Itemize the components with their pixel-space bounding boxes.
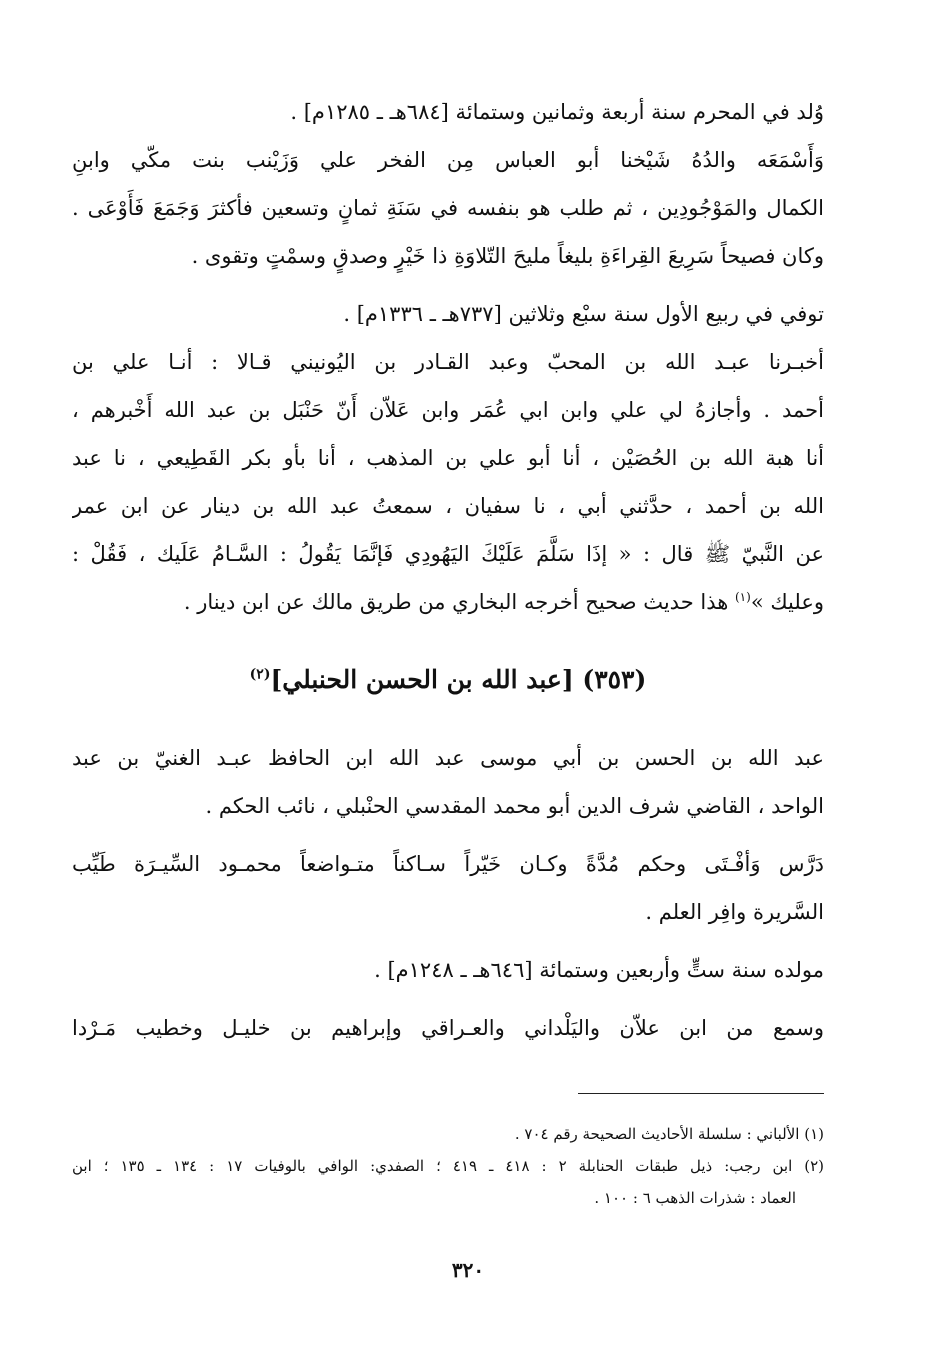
hadith-end: وعليك » [750,590,824,614]
page-body [72,88,824,1052]
text-line [72,578,824,626]
text-line: عبد الله بن الحسن بن أبي موسى عبد الله ابن الحافظ عبـد الغنيّ بن عبد [72,746,824,770]
footnote-2: (٢) ابن رجب: ذيل طبقات الحنابلة ٢ : ٤١٨ ـ ٤١٩ ؛ الصفدي: الوافي بالوفيات ١٧ : ١٣٤ ـ ١٣٥ ؛ ابن [72,1157,824,1175]
page-number: ٣٢٠ [451,1258,485,1282]
entry-title: (٣٥٣) [عبد الله بن الحسن الحنبلي] [270,665,647,694]
text-line: أحمد . وأجازهُ لي علي وابن ابي عُمَر وابن عَلاّن أَنّ حَنْبَل بن عبد الله أَخْبرهم ، [72,398,824,422]
birth-line: وُلد في المحرم سنة أربعة وثمانين وستمائة [٦٨٤هـ ـ ١٢٨٥م] . [290,100,824,124]
text-line: أخبـرنا عبـد الله بن المحبّ وعبد القـادر بن اليُونيني قـالا : أنـا علي بن [72,350,824,374]
text-line: الواحد ، القاضي شرف الدين أبو محمد المقدسي الحنْبلي ، نائب الحكم . [205,794,824,818]
footnote-1: (١) الألباني : سلسلة الأحاديث الصحيحة رقم ٧٠٤ . [514,1125,824,1143]
footnote-ref: (١) [734,590,751,604]
text-line: أنا هبة الله بن الحُصَيْن ، أنا أبو علي بن المذهب ، أنا بأو بكر القَطِيعي ، نا عبد [72,446,824,470]
text-line: الله بن أحمد ، حدَّثني أبي ، نا سفيان ، سمعتُ عبد الله بن دينار عن ابن عمر [72,494,824,518]
hadith-source: هذا حديث صحيح أخرجه البخاري من طريق مالك عن ابن دينار . [183,590,735,614]
footnote-2-continued: العماد : شذرات الذهب ٦ : ١٠٠ . [594,1189,796,1207]
text-line: وكان فصيحاً سَرِيعَ القِراءَةِ بليغاً مليحَ التّلاوَةِ ذا خَيْرٍ وصدقٍ وسمْتٍ وتقوى . [191,244,824,268]
text-line: وَأَسْمَعَه والدُهُ شَيْخنا أبو العباس مِن الفخر علي وَزَيْنب بنت مكّي وابنِ [72,148,824,172]
footnote-ref: (٢) [249,666,271,683]
birth-line: مولده سنة ستٍّ وأربعين وستمائة [٦٤٦هـ ـ ١٢٤٨م] . [374,958,824,982]
text-line: الكمال والمَوْجُودِين ، ثم طلب هو بنفسه في سَنَةِ ثمانٍ وتسعين فأكثرَ وَجَمَعَ فَأَوْعَى . [72,196,824,220]
footnote-divider [578,1093,824,1094]
entry-heading [72,650,824,710]
text-line: وسمع من ابن علاّن واليَلْداني والعـراقي وإبراهيم بن خليـل وخطيب مَـرْدا [72,1016,824,1040]
footnotes [72,1118,824,1214]
text-line: عن النَّبيّ ﷺ قال : « إذَا سَلَّمَ عَلَيْكَ اليَهُودِي فَإنَّمَا يَقُولُ : السَّـامُ عَلَيك ، فَقُلْ : [72,542,824,566]
text-line: دَرَّس وَأفْـتَى وحكم مُدَّةً وكـان خَيّراً سـاكناً متـواضعاً محمـود السِّيـرَة طَيِّب [72,852,824,876]
death-line: توفي في ربيع الأول سنة سبْع وثلاثين [٧٣٧هـ ـ ١٣٣٦م] . [343,302,824,326]
text-line: السَّريرة وافِر العلم . [645,900,824,924]
